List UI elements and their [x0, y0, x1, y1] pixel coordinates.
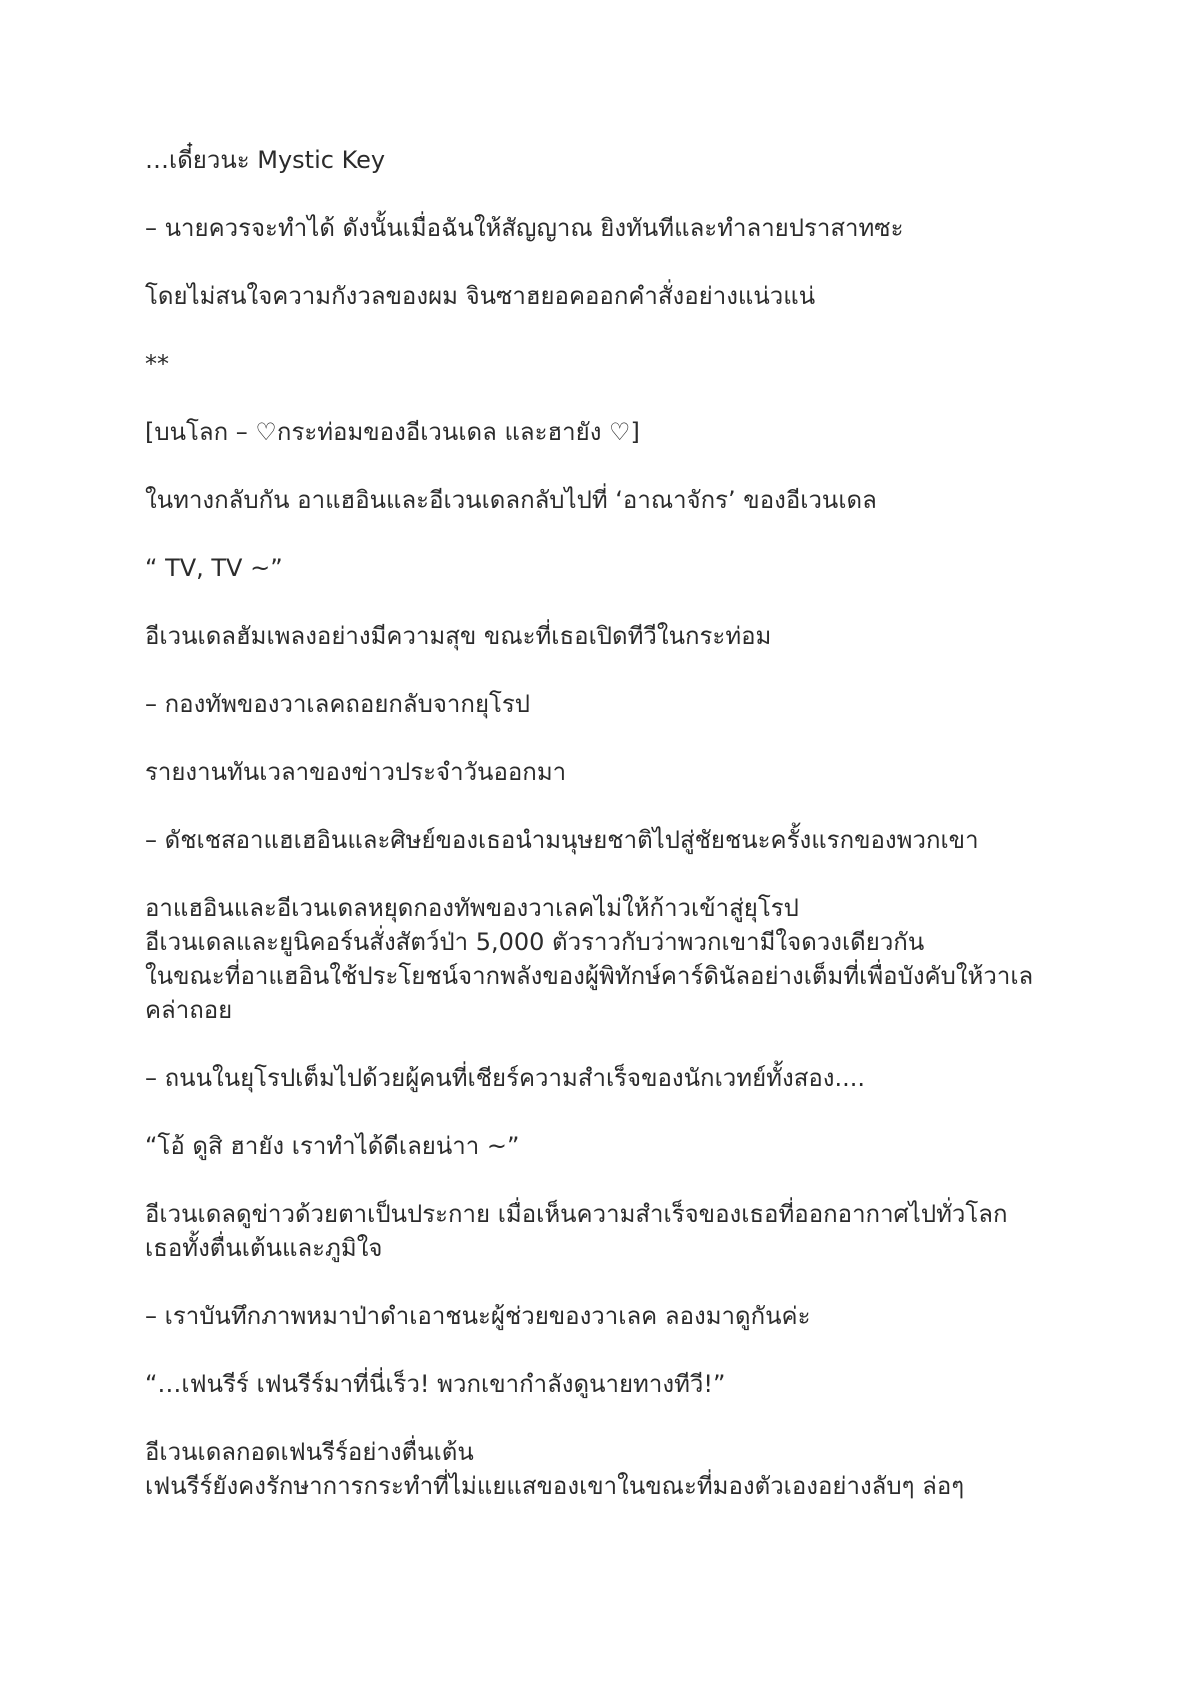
paragraph — [145, 891, 1065, 1027]
paragraph — [145, 619, 1065, 653]
paragraph — [145, 347, 1065, 381]
paragraph — [145, 1197, 1065, 1265]
text-line: – นายควรจะทำได้ ดังนั้นเมื่อฉันให้สัญญาณ ยิงทันทีและทำลายปราสาทซะ — [145, 214, 904, 242]
paragraph — [145, 483, 1065, 517]
text-line: ** — [145, 350, 169, 378]
paragraph — [145, 823, 1065, 857]
paragraph — [145, 1367, 1065, 1401]
text-line: [บนโลก – ♡กระท่อมของอีเวนเดล และฮายัง ♡] — [145, 418, 640, 446]
text-line: …เดี๋ยวนะ Mystic Key — [145, 146, 386, 174]
text-line: รายงานทันเวลาของข่าวประจำวันออกมา — [145, 758, 567, 786]
text-line: “ TV, TV ~” — [145, 554, 283, 582]
text-line: คล่าถอย — [145, 996, 233, 1024]
paragraph — [145, 415, 1065, 449]
text-line: – กองทัพของวาเลคถอยกลับจากยุโรป — [145, 690, 531, 718]
text-line: เฟนรีร์ยังคงรักษาการกระทำที่ไม่แยแสของเขาในขณะที่มองตัวเองอย่างลับๆ ล่อๆ — [145, 1472, 965, 1500]
text-line: ในทางกลับกัน อาแฮอินและอีเวนเดลกลับไปที่ ‘อาณาจักร’ ของอีเวนเดล — [145, 486, 877, 514]
text-line: – ถนนในยุโรปเต็มไปด้วยผู้คนที่เชียร์ความสำเร็จของนักเวทย์ทั้งสอง.... — [145, 1064, 865, 1092]
text-line: อีเวนเดลและยูนิคอร์นสั่งสัตว์ป่า 5,000 ตัวราวกับว่าพวกเขามีใจดวงเดียวกัน — [145, 928, 925, 956]
paragraph — [145, 1435, 1065, 1503]
paragraph — [145, 1299, 1065, 1333]
paragraph — [145, 1061, 1065, 1095]
paragraph — [145, 143, 1065, 177]
text-line: ในขณะที่อาแฮอินใช้ประโยชน์จากพลังของผู้พิทักษ์คาร์ดินัลอย่างเต็มที่เพื่อบังคับให้วาเล — [145, 962, 1034, 990]
paragraph — [145, 279, 1065, 313]
paragraph — [145, 687, 1065, 721]
text-line: – ดัชเชสอาแฮเฮอินและศิษย์ของเธอนำมนุษยชาติไปสู่ชัยชนะครั้งแรกของพวกเขา — [145, 826, 979, 854]
text-line: เธอทั้งตื่นเต้นและภูมิใจ — [145, 1234, 383, 1262]
paragraph — [145, 1129, 1065, 1163]
text-line: อีเวนเดลฮัมเพลงอย่างมีความสุข ขณะที่เธอเปิดทีวีในกระท่อม — [145, 622, 772, 650]
document-body — [145, 143, 1065, 1537]
text-line: อาแฮอินและอีเวนเดลหยุดกองทัพของวาเลคไม่ให้ก้าวเข้าสู่ยุโรป — [145, 894, 799, 922]
text-line: “โอ้ ดูสิ ฮายัง เราทำได้ดีเลยน่าา ~” — [145, 1132, 520, 1160]
paragraph — [145, 755, 1065, 789]
text-line: “…เฟนรีร์ เฟนรีร์มาที่นี่เร็ว! พวกเขากำลังดูนายทางทีวี!” — [145, 1370, 726, 1398]
paragraph — [145, 551, 1065, 585]
text-line: – เราบันทึกภาพหมาป่าดำเอาชนะผู้ช่วยของวาเลค ลองมาดูกันค่ะ — [145, 1302, 811, 1330]
text-line: โดยไม่สนใจความกังวลของผม จินซาฮยอคออกคำสั่งอย่างแน่วแน่ — [145, 282, 816, 310]
text-line: อีเวนเดลกอดเฟนรีร์อย่างตื่นเต้น — [145, 1438, 474, 1466]
text-line: อีเวนเดลดูข่าวด้วยตาเป็นประกาย เมื่อเห็นความสำเร็จของเธอที่ออกอากาศไปทั่วโลก — [145, 1200, 1008, 1228]
paragraph — [145, 211, 1065, 245]
